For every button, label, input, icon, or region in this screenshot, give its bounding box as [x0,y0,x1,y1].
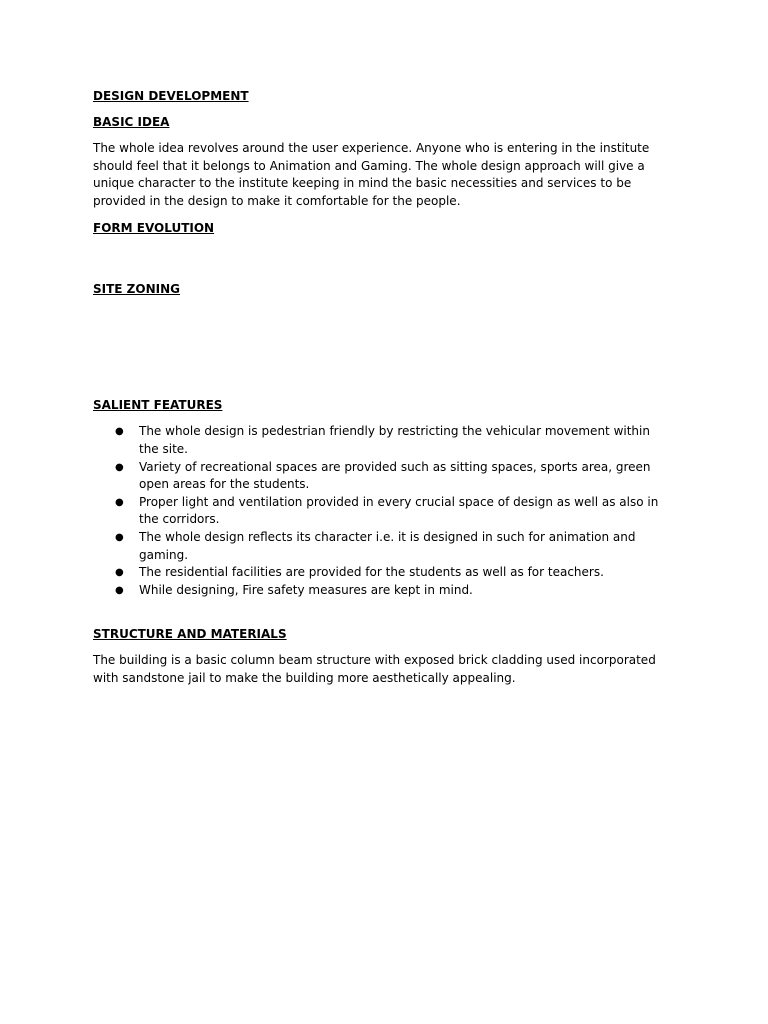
bullet-icon: ● [115,584,124,596]
salient-features-list [93,423,673,599]
list-item [93,564,673,582]
bullet-icon: ● [115,567,124,579]
bullet-icon: ● [115,426,124,438]
spacer [93,307,673,397]
list-item-text: While designing, Fire safety measures are kept in mind. [139,582,473,597]
list-item-text: The residential facilities are provided for the students as well as for teachers. [139,565,604,580]
paragraph-structure-materials: The building is a basic column beam structure with exposed brick cladding used incorporated with sandstone jail to make the building more aesthetically appealing. [93,653,656,685]
list-item [93,459,673,494]
heading-structure-materials: STRUCTURE AND MATERIALS [93,627,287,642]
heading-salient-features: SALIENT FEATURES [93,398,223,413]
list-item-text: Proper light and ventilation provided in every crucial space of design as well as also in the corridors. [139,494,659,527]
bullet-icon: ● [115,496,124,508]
list-item-text: Variety of recreational spaces are provided such as sitting spaces, sports area, green open areas for the students. [139,459,651,492]
bullet-icon: ● [115,531,124,543]
list-item-text: The whole design is pedestrian friendly by restricting the vehicular movement within the site. [139,424,650,456]
document-page [93,88,673,698]
list-item [93,423,673,458]
spacer [93,246,673,281]
paragraph-basic-idea: The whole idea revolves around the user experience. Anyone who is entering in the institute should feel that it belongs to Animation and Gaming. The whole design approach will give a unique character to the institute keeping in mind the basic necessities and services to be provided in the design to make it comfortable for the people. [93,141,650,208]
heading-form-evolution: FORM EVOLUTION [93,221,215,236]
heading-basic-idea: BASIC IDEA [93,115,170,129]
list-item [93,494,673,529]
list-item-text: The whole design reflects its character i.e. it is designed in such for animation and gaming. [139,529,636,562]
list-item [93,582,673,600]
list-item [93,529,673,564]
heading-design-development: DESIGN DEVELOPMENT [93,89,249,103]
bullet-icon: ● [115,461,124,473]
spacer [93,599,673,626]
heading-site-zoning: SITE ZONING [93,282,180,297]
